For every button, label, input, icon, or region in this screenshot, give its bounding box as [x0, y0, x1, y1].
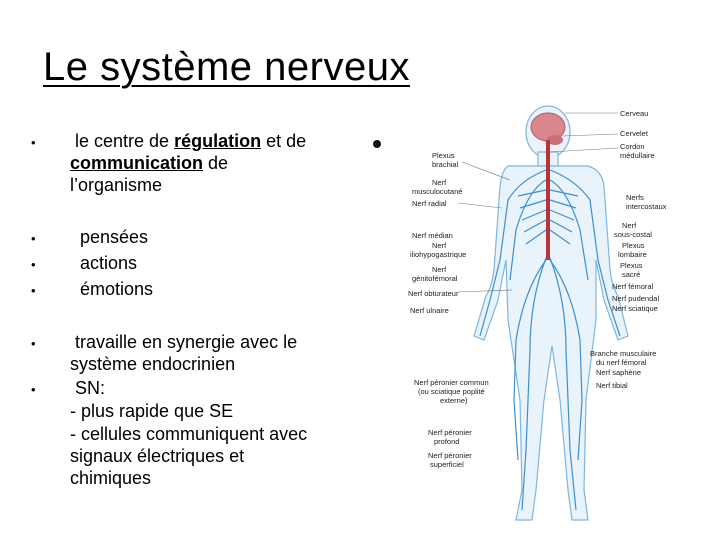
bullet-text-organisme: l’organisme — [70, 175, 163, 195]
bullet-sn-line: signaux électriques et — [70, 446, 245, 466]
label-sous-costal: Nerf — [622, 221, 637, 230]
label-branche-musculaire-2: du nerf fémoral — [596, 358, 647, 367]
label-nerf-ulnaire: Nerf ulnaire — [410, 306, 449, 315]
label-plexus-lombaire: Plexus — [622, 241, 645, 250]
label-cordon: Cordon — [620, 142, 645, 151]
left-labels — [408, 151, 489, 469]
label-iliohypogastrique-2: iliohypogastrique — [410, 250, 467, 259]
bullet-marker: • — [31, 135, 36, 150]
bullet-synergie-cont: système endocrinien — [70, 354, 236, 374]
label-intercostaux-2: intercostaux — [626, 202, 667, 211]
label-cervelet: Cervelet — [620, 129, 648, 138]
label-nerf-pudendal: Nerf pudendal — [612, 294, 660, 303]
bullet-sn: SN: — [70, 378, 106, 398]
label-plexus-sacre-2: sacré — [622, 270, 641, 279]
slide-title: Le système nerveux — [43, 45, 410, 89]
label-cerveau: Cerveau — [620, 109, 649, 118]
bullet-marker: • — [31, 382, 36, 397]
nervous-system-diagram — [400, 100, 710, 540]
label-nerf-median: Nerf médian — [412, 231, 453, 240]
keyword-communication: communication — [70, 153, 204, 173]
label-musculocutane: Nerf — [432, 178, 447, 187]
bullet-marker: • — [31, 231, 36, 246]
label-nerf-peronier-superficiel: Nerf péronier — [428, 451, 472, 460]
label-plexus-brachial-2: brachial — [432, 160, 459, 169]
label-nerf-tibial: Nerf tibial — [596, 381, 628, 390]
bullet-text: de — [203, 153, 229, 173]
label-nerf-peronier-superficiel-2: superficiel — [430, 460, 464, 469]
label-nerf-peronier-profond: Nerf péronier — [428, 428, 472, 437]
keyword-regulation: régulation — [174, 131, 262, 151]
label-cordon-2: médullaire — [620, 151, 655, 160]
list-item-pensees: pensées — [80, 227, 149, 247]
label-nerf-peronier-commun-2: (ou sciatique poplité — [418, 387, 485, 396]
label-genitofemoral: Nerf — [432, 265, 447, 274]
label-intercostaux: Nerfs — [626, 193, 644, 202]
label-nerf-saphene: Nerf saphène — [596, 368, 642, 377]
label-nerf-radial: Nerf radial — [412, 199, 447, 208]
label-nerf-obturateur: Nerf obturateur — [408, 289, 459, 298]
bullet-regulation — [70, 130, 306, 152]
label-sous-costal-2: sous-costal — [614, 230, 652, 239]
body-silhouette — [474, 106, 628, 520]
label-plexus-sacre: Plexus — [620, 261, 643, 270]
label-nerf-peronier-commun: Nerf péronier commun — [414, 378, 489, 387]
label-musculocutane-2: musculocutané — [412, 187, 463, 196]
bullet-synergie: travaille en synergie avec le — [70, 332, 298, 352]
bullet-text: et de — [261, 131, 307, 151]
bullet-marker: • — [31, 336, 36, 351]
bullet-text: le centre de — [70, 131, 175, 151]
label-nerf-peronier-profond-2: profond — [434, 437, 460, 446]
label-plexus-lombaire-2: lombaire — [618, 250, 647, 259]
label-iliohypogastrique: Nerf — [432, 241, 447, 250]
label-plexus-brachial: Plexus — [432, 151, 455, 160]
empty-bullet-dot — [373, 140, 381, 148]
bullet-marker: • — [31, 257, 36, 272]
label-nerf-peronier-commun-3: externe) — [440, 396, 468, 405]
label-genitofemoral-2: génitofémoral — [412, 274, 458, 283]
label-branche-musculaire: Branche musculaire — [590, 349, 657, 358]
bullet-sn-line: - plus rapide que SE — [70, 401, 234, 421]
list-item-emotions: émotions — [80, 279, 154, 299]
label-nerf-sciatique: Nerf sciatique — [612, 304, 658, 313]
bullet-sn-line: chimiques — [70, 468, 152, 488]
bullet-communication — [70, 152, 228, 174]
label-nerf-femoral: Nerf fémoral — [612, 282, 654, 291]
bullet-sn-line: - cellules communiquent avec — [70, 424, 308, 444]
list-item-actions: actions — [80, 253, 138, 273]
bullet-marker: • — [31, 283, 36, 298]
